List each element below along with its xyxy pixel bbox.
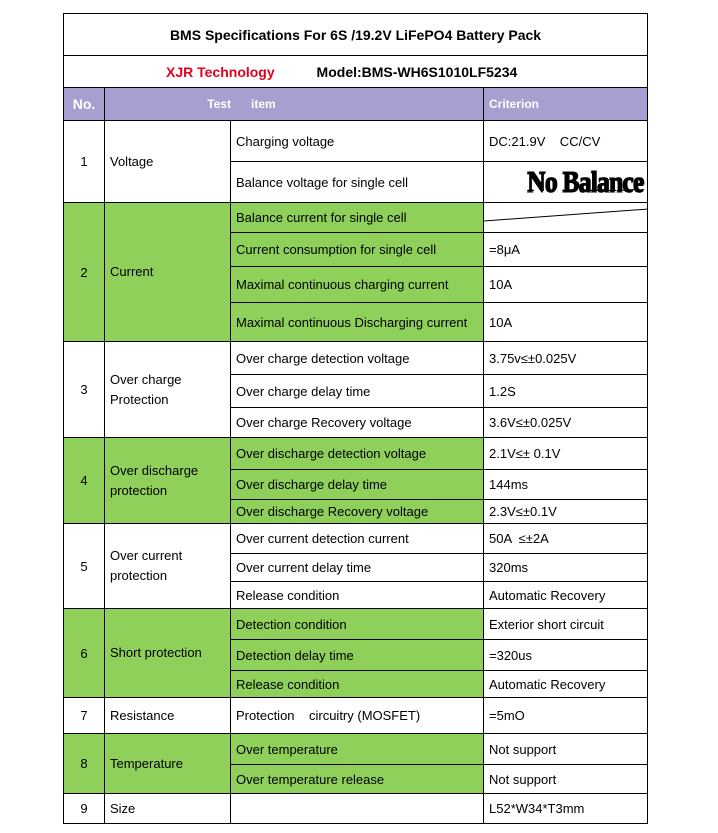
no-balance-stamp bbox=[484, 162, 648, 203]
test-item: Over temperature release bbox=[231, 765, 484, 794]
criterion-value: 2.1V≤± 0.1V bbox=[484, 438, 648, 470]
company-row bbox=[64, 56, 648, 88]
group-number: 5 bbox=[64, 524, 105, 609]
test-item: Over temperature bbox=[231, 734, 484, 765]
group-number: 1 bbox=[64, 121, 105, 203]
group-number: 9 bbox=[64, 794, 105, 824]
criterion-value: 50A ≤±2A bbox=[484, 524, 648, 554]
test-item: Protection circuitry (MOSFET) bbox=[231, 698, 484, 734]
criterion-value: 3.75v≤±0.025V bbox=[484, 342, 648, 375]
test-item: Balance current for single cell bbox=[231, 203, 484, 233]
criterion-value: 144ms bbox=[484, 470, 648, 500]
test-item: Current consumption for single cell bbox=[231, 233, 484, 267]
group-name: Temperature bbox=[105, 734, 231, 794]
criterion-value: 1.2S bbox=[484, 375, 648, 408]
criterion-value: =5mO bbox=[484, 698, 648, 734]
group-name: Current bbox=[105, 203, 231, 342]
group-name: Over charge Protection bbox=[105, 342, 231, 438]
test-item bbox=[231, 794, 484, 824]
group-number: 3 bbox=[64, 342, 105, 438]
diagonal-strike-line bbox=[484, 203, 648, 233]
criterion-value: 3.6V≤±0.025V bbox=[484, 408, 648, 438]
header-no: No. bbox=[64, 88, 105, 121]
group-number: 2 bbox=[64, 203, 105, 342]
criterion-value: 320ms bbox=[484, 554, 648, 582]
test-item: Over charge delay time bbox=[231, 375, 484, 408]
model-number: Model:BMS-WH6S1010LF5234 bbox=[316, 63, 518, 80]
test-item: Over discharge Recovery voltage bbox=[231, 500, 484, 524]
test-item: Over current delay time bbox=[231, 554, 484, 582]
group-name: Size bbox=[105, 794, 231, 824]
criterion-value: =8μA bbox=[484, 233, 648, 267]
criterion-value: Not support bbox=[484, 765, 648, 794]
group-number: 7 bbox=[64, 698, 105, 734]
test-item: Over current detection current bbox=[231, 524, 484, 554]
test-item: Over charge Recovery voltage bbox=[231, 408, 484, 438]
criterion-value: L52*W34*T3mm bbox=[484, 794, 648, 824]
group-name: Voltage bbox=[105, 121, 231, 203]
test-item: Maximal continuous charging current bbox=[231, 267, 484, 303]
test-item: Release condition bbox=[231, 582, 484, 609]
criterion-value: 2.3V≤±0.1V bbox=[484, 500, 648, 524]
test-item: Detection condition bbox=[231, 609, 484, 640]
group-name: Over current protection bbox=[105, 524, 231, 609]
table-title: BMS Specifications For 6S /19.2V LiFePO4 Battery Pack bbox=[64, 14, 648, 56]
no-balance-stamp-text: No Balance bbox=[526, 164, 644, 199]
criterion-empty-cell bbox=[484, 203, 648, 233]
criterion-value: Automatic Recovery bbox=[484, 582, 648, 609]
group-name: Short protection bbox=[105, 609, 231, 698]
criterion-value: 10A bbox=[484, 267, 648, 303]
test-item: Balance voltage for single cell bbox=[231, 162, 484, 203]
criterion-value: Automatic Recovery bbox=[484, 671, 648, 698]
group-name: Resistance bbox=[105, 698, 231, 734]
header-criterion: Criterion bbox=[484, 88, 648, 121]
test-item: Maximal continuous Discharging current bbox=[231, 303, 484, 342]
group-number: 6 bbox=[64, 609, 105, 698]
group-name: Over discharge protection bbox=[105, 438, 231, 524]
criterion-value: DC:21.9V CC/CV bbox=[484, 121, 648, 162]
test-item: Detection delay time bbox=[231, 640, 484, 671]
group-number: 4 bbox=[64, 438, 105, 524]
group-number: 8 bbox=[64, 734, 105, 794]
company-name: XJR Technology bbox=[166, 63, 275, 80]
specification-table bbox=[63, 13, 648, 824]
criterion-value: Exterior short circuit bbox=[484, 609, 648, 640]
criterion-value: Not support bbox=[484, 734, 648, 765]
test-item: Over discharge delay time bbox=[231, 470, 484, 500]
test-item: Release condition bbox=[231, 671, 484, 698]
criterion-value: 10A bbox=[484, 303, 648, 342]
test-item: Over charge detection voltage bbox=[231, 342, 484, 375]
header-test-item: Test item bbox=[105, 88, 484, 121]
criterion-value: =320us bbox=[484, 640, 648, 671]
test-item: Charging voltage bbox=[231, 121, 484, 162]
test-item: Over discharge detection voltage bbox=[231, 438, 484, 470]
